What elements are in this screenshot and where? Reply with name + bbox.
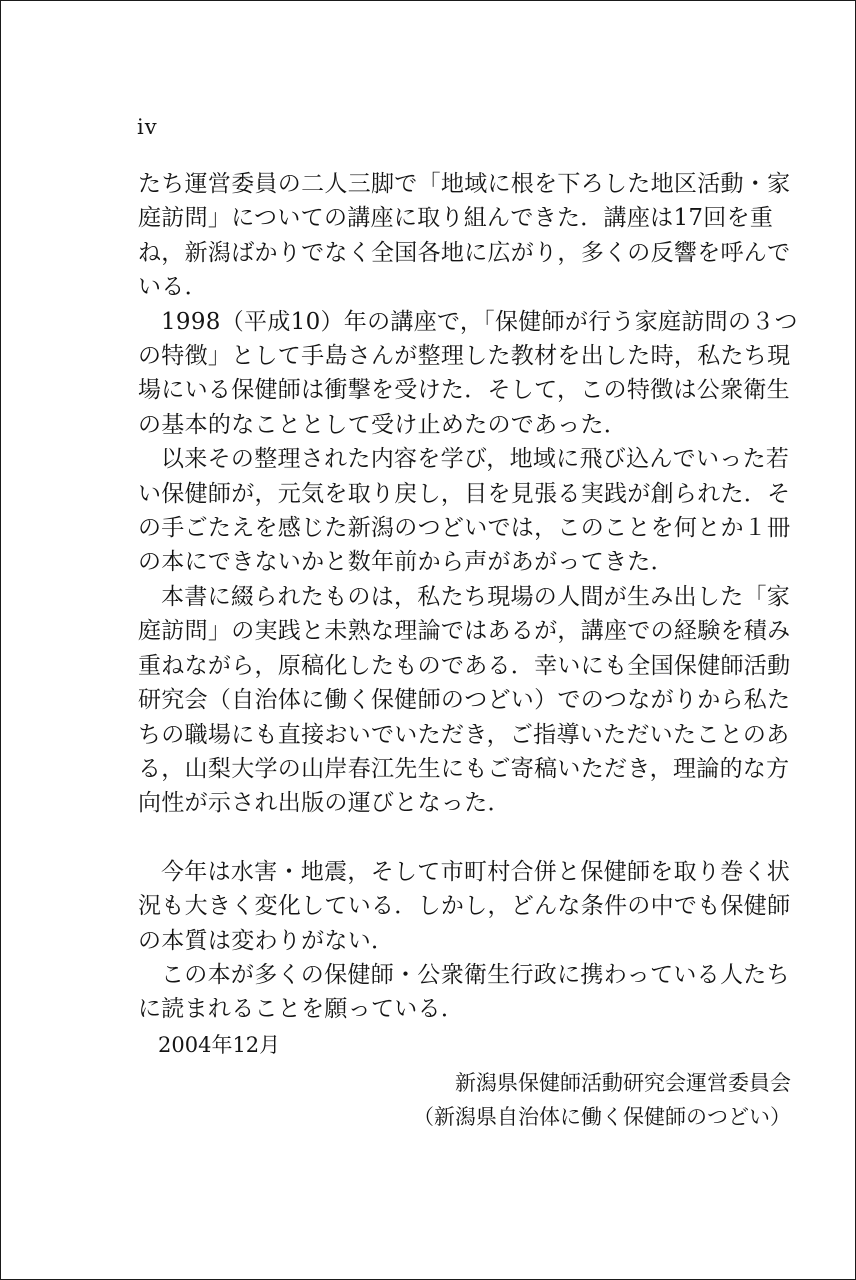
paragraph-this-year: 今年は水害・地震，そして市町村合併と保健師を取り巻く状況も大きく変化している．しかし，どんな条件の中でも保健師の本質は変わりがない．	[138, 858, 791, 954]
signature-organization-subtitle: （新潟県自治体に働く保健師のつどい）	[413, 1105, 791, 1129]
paragraph-1998-lecture: 1998（平成10）年の講座で，「保健師が行う家庭訪問の３つの特徴」として手島さんが整理した教材を出した時，私たち現場にいる保健師は衝撃を受けた．そして，この特徴は公衆衛生の基本的なこととして受け止めたのであった．	[138, 308, 798, 438]
paragraph-continuation: たち運営委員の二人三脚で「地域に根を下ろした地区活動・家庭訪問」についての講座に取り組んできた．講座は17回を重ね，新潟ばかりでなく全国各地に広がり，多くの反響を呼んでいる．	[138, 171, 791, 301]
signature-organization: 新潟県保健師活動研究会運営委員会	[455, 1071, 791, 1095]
page-number: iv	[137, 115, 158, 139]
date: 2004年12月	[158, 1033, 281, 1057]
paragraph-this-book: 本書に綴られたものは，私たち現場の人間が生み出した「家庭訪問」の実践と未熟な理論ではあるが，講座での経験を積み重ねながら，原稿化したものである．幸いにも全国保健師活動研究会（自治体に働く保健師のつどい）でのつながりから私たちの職場にも直接おいでいただき，ご指導いただいたことのある，山梨大学の山岸春江先生にもご寄稿いただき，理論的な方向性が示され出版の運びとなった．	[138, 583, 791, 817]
paragraph-hope: この本が多くの保健師・公衆衛生行政に携わっている人たちに読まれることを願っている．	[138, 961, 790, 1023]
body-text	[138, 167, 798, 1027]
paragraph-gap	[138, 821, 798, 855]
paragraph-since-then: 以来その整理された内容を学び，地域に飛び込んでいった若い保健師が，元気を取り戻し，目を見張る実践が創られた．その手ごたえを感じた新潟のつどいでは，このことを何とか１冊の本にできないかと数年前から声があがってきた．	[138, 446, 791, 576]
